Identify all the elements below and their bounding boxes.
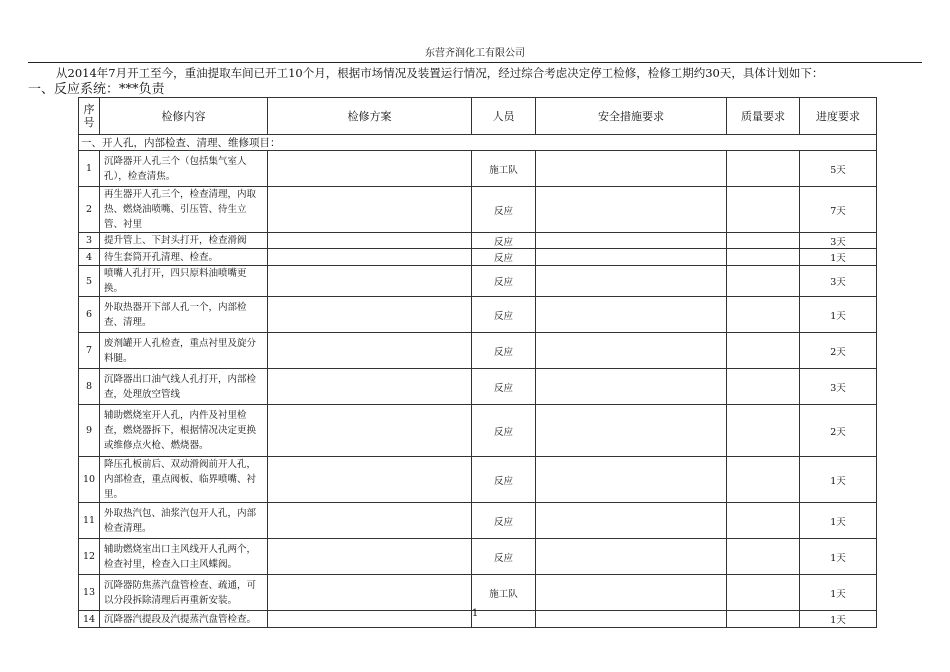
row-quality	[727, 503, 800, 539]
row-plan	[268, 575, 472, 611]
table-row	[79, 151, 877, 187]
row-quality	[727, 233, 800, 249]
row-staff: 反应	[472, 297, 536, 333]
table-header-row	[79, 98, 877, 135]
row-content: 再生器开人孔三个，检查清理，内取热、燃烧油喷嘴、引压管、待生立管、衬里	[100, 187, 268, 233]
row-plan	[268, 369, 472, 405]
table-row	[79, 233, 877, 249]
row-staff: 反应	[472, 405, 536, 457]
row-safety	[536, 405, 727, 457]
maintenance-plan-table	[78, 97, 877, 628]
row-quality	[727, 369, 800, 405]
table-row	[79, 503, 877, 539]
row-schedule: 3天	[800, 233, 877, 249]
row-content: 辅助燃烧室开人孔，内件及衬里检查，燃烧器拆下，根据情况决定更换或维修点火枪、燃烧器。	[100, 405, 268, 457]
row-safety	[536, 539, 727, 575]
table-subheading: 一、开人孔，内部检查、清理、维修项目：	[79, 135, 877, 151]
row-content: 废剂罐开人孔检查，重点衬里及旋分料腿。	[100, 333, 268, 369]
row-index: 4	[79, 249, 100, 266]
row-content: 沉降器出口油气线人孔打开，内部检查，处理放空管线	[100, 369, 268, 405]
section-title: 一、反应系统：***负责	[28, 82, 165, 97]
row-index: 3	[79, 233, 100, 249]
table-row	[79, 333, 877, 369]
col-header-content: 检修内容	[100, 98, 268, 135]
row-schedule: 2天	[800, 405, 877, 457]
row-schedule: 3天	[800, 369, 877, 405]
row-plan	[268, 457, 472, 503]
row-safety	[536, 266, 727, 297]
row-content: 沉降器汽提段及汽提蒸汽盘管检查。	[100, 611, 268, 628]
row-quality	[727, 187, 800, 233]
document-header: 东营齐润化工有限公司	[28, 48, 922, 63]
row-quality	[727, 297, 800, 333]
row-schedule: 1天	[800, 503, 877, 539]
row-schedule: 1天	[800, 539, 877, 575]
row-staff: 施工队	[472, 151, 536, 187]
row-staff: 反应	[472, 369, 536, 405]
row-schedule: 3天	[800, 266, 877, 297]
row-schedule: 1天	[800, 575, 877, 611]
table-row	[79, 575, 877, 611]
row-index: 5	[79, 266, 100, 297]
row-staff: 反应	[472, 503, 536, 539]
row-index: 7	[79, 333, 100, 369]
row-safety	[536, 151, 727, 187]
table-row	[79, 187, 877, 233]
row-plan	[268, 503, 472, 539]
row-safety	[536, 575, 727, 611]
row-index: 12	[79, 539, 100, 575]
row-safety	[536, 503, 727, 539]
row-plan	[268, 233, 472, 249]
col-header-plan: 检修方案	[268, 98, 472, 135]
row-staff: 反应	[472, 539, 536, 575]
col-header-staff: 人员	[472, 98, 536, 135]
page-number: 1	[471, 608, 479, 619]
table-row	[79, 539, 877, 575]
row-content: 提升管上、下封头打开，检查滑阀	[100, 233, 268, 249]
row-content: 待生套筒开孔清理、检查。	[100, 249, 268, 266]
row-content: 沉降器开人孔三个（包括集气室人孔），检查清焦。	[100, 151, 268, 187]
table-row	[79, 249, 877, 266]
row-schedule: 7天	[800, 187, 877, 233]
col-header-safety: 安全措施要求	[536, 98, 727, 135]
row-schedule: 1天	[800, 249, 877, 266]
row-schedule: 5天	[800, 151, 877, 187]
row-index: 13	[79, 575, 100, 611]
row-safety	[536, 333, 727, 369]
row-quality	[727, 266, 800, 297]
table-subheading-row	[79, 135, 877, 151]
row-staff: 反应	[472, 333, 536, 369]
row-content: 沉降器防焦蒸汽盘管检查、疏通，可以分段拆除清理后再重新安装。	[100, 575, 268, 611]
row-schedule: 2天	[800, 333, 877, 369]
row-index: 14	[79, 611, 100, 628]
table-row	[79, 369, 877, 405]
row-plan	[268, 151, 472, 187]
table-row	[79, 405, 877, 457]
row-safety	[536, 233, 727, 249]
table-row	[79, 297, 877, 333]
row-safety	[536, 187, 727, 233]
row-staff: 反应	[472, 249, 536, 266]
intro-paragraph: 从2014年7月开工至今，重油提取车间已开工10个月，根据市场情况及装置运行情况，经过综合考虑决定停工检修，检修工期约30天，具体计划如下：	[56, 66, 824, 80]
row-plan	[268, 405, 472, 457]
row-content: 外取热器开下部人孔一个，内部检查、清理。	[100, 297, 268, 333]
row-plan	[268, 249, 472, 266]
row-staff: 反应	[472, 457, 536, 503]
row-index: 2	[79, 187, 100, 233]
row-safety	[536, 369, 727, 405]
row-staff: 反应	[472, 187, 536, 233]
row-quality	[727, 405, 800, 457]
row-index: 10	[79, 457, 100, 503]
row-staff: 施工队	[472, 575, 536, 611]
row-schedule: 1天	[800, 297, 877, 333]
row-content: 降压孔板前后、双动滑阀前开人孔，内部检查，重点阀板、临界喷嘴、衬里。	[100, 457, 268, 503]
row-staff: 反应	[472, 233, 536, 249]
row-content: 喷嘴人孔打开，四只原料油喷嘴更换。	[100, 266, 268, 297]
row-safety	[536, 457, 727, 503]
row-safety	[536, 297, 727, 333]
row-staff: 反应	[472, 266, 536, 297]
row-quality	[727, 333, 800, 369]
col-header-schedule: 进度要求	[800, 98, 877, 135]
row-content: 外取热汽包、油浆汽包开人孔，内部检查清理。	[100, 503, 268, 539]
col-header-index: 序号	[79, 98, 100, 135]
row-plan	[268, 187, 472, 233]
row-schedule: 1天	[800, 611, 877, 628]
row-index: 11	[79, 503, 100, 539]
table-row	[79, 457, 877, 503]
row-quality	[727, 249, 800, 266]
row-index: 9	[79, 405, 100, 457]
row-quality	[727, 457, 800, 503]
row-quality	[727, 539, 800, 575]
row-index: 8	[79, 369, 100, 405]
col-header-quality: 质量要求	[727, 98, 800, 135]
row-quality	[727, 151, 800, 187]
row-content: 辅助燃烧室出口主风线开人孔两个，检查衬里，检查入口主风蝶阀。	[100, 539, 268, 575]
row-index: 6	[79, 297, 100, 333]
row-plan	[268, 266, 472, 297]
row-schedule: 1天	[800, 457, 877, 503]
row-index: 1	[79, 151, 100, 187]
row-safety	[536, 249, 727, 266]
row-plan	[268, 333, 472, 369]
table-row	[79, 266, 877, 297]
row-plan	[268, 539, 472, 575]
row-quality	[727, 575, 800, 611]
row-plan	[268, 297, 472, 333]
